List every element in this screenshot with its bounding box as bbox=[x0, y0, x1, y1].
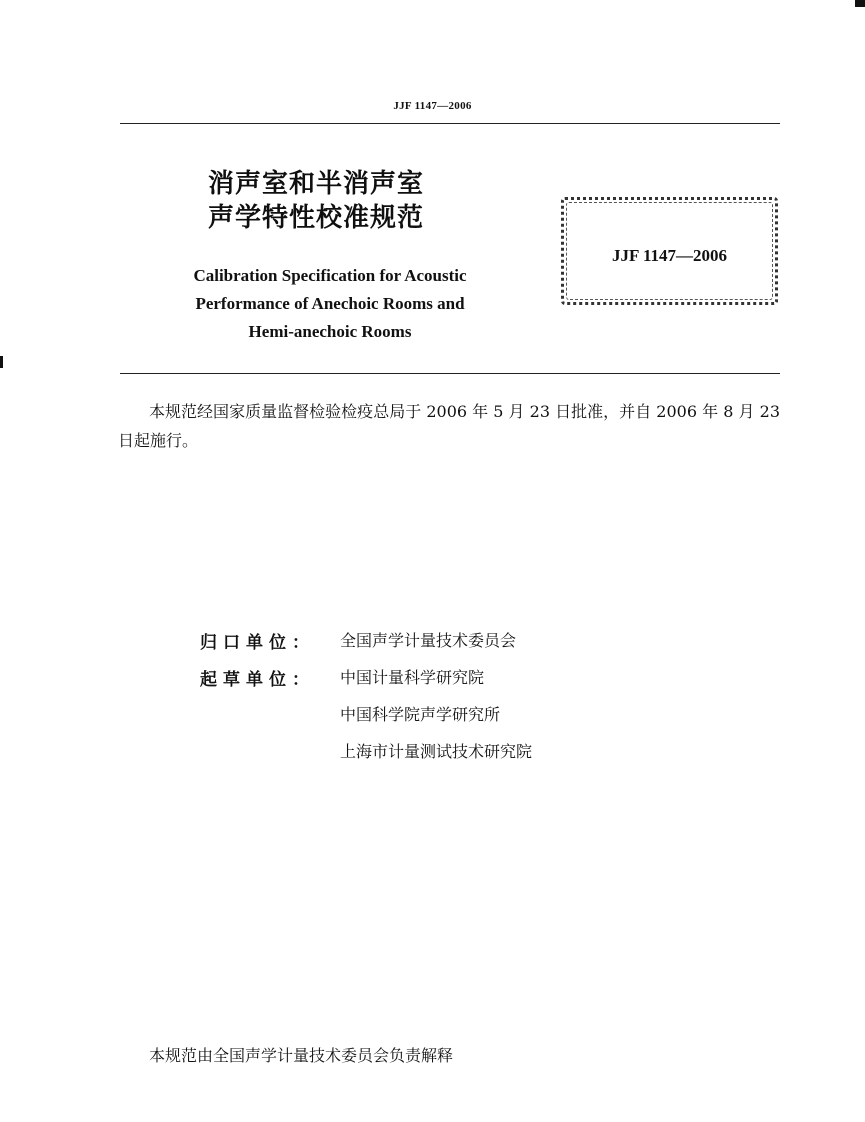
drafting-unit-value: 中国计量科学研究院 bbox=[340, 668, 485, 687]
drafting-unit-label: 起草单位： bbox=[200, 670, 315, 690]
english-title bbox=[150, 262, 510, 346]
header-standard-code: JJF 1147—2006 bbox=[393, 100, 472, 112]
english-title-line-2: Performance of Anechoic Rooms and bbox=[195, 294, 465, 313]
english-title-line-1: Calibration Specification for Acoustic bbox=[193, 266, 467, 285]
chinese-title-line-1: 消声室和半消声室 bbox=[208, 169, 425, 199]
title-rule bbox=[120, 373, 780, 374]
chinese-title-line-2: 声学特性校准规范 bbox=[208, 203, 425, 233]
english-title-line-3: Hemi-anechoic Rooms bbox=[248, 322, 412, 341]
drafting-unit-value: 中国科学院声学研究所 bbox=[340, 705, 501, 724]
side-scan-mark bbox=[0, 356, 3, 368]
approval-statement: 本规范经国家质量监督检验检疫总局于 2006 年 5 月 23 日批准，并自 2006 年 8 月 23 日起施行。 bbox=[118, 402, 780, 450]
header-rule bbox=[120, 123, 780, 124]
standard-code-box bbox=[561, 197, 778, 305]
responsible-unit-label: 归口单位： bbox=[200, 633, 315, 653]
responsible-unit-value: 全国声学计量技术委员会 bbox=[340, 631, 517, 650]
chinese-title bbox=[208, 167, 424, 235]
corner-scan-mark bbox=[855, 0, 865, 7]
interpretation-note: 本规范由全国声学计量技术委员会负责解释 bbox=[149, 1046, 454, 1065]
code-box-text: JJF 1147—2006 bbox=[611, 246, 728, 265]
drafting-unit-value: 上海市计量测试技术研究院 bbox=[340, 742, 533, 761]
